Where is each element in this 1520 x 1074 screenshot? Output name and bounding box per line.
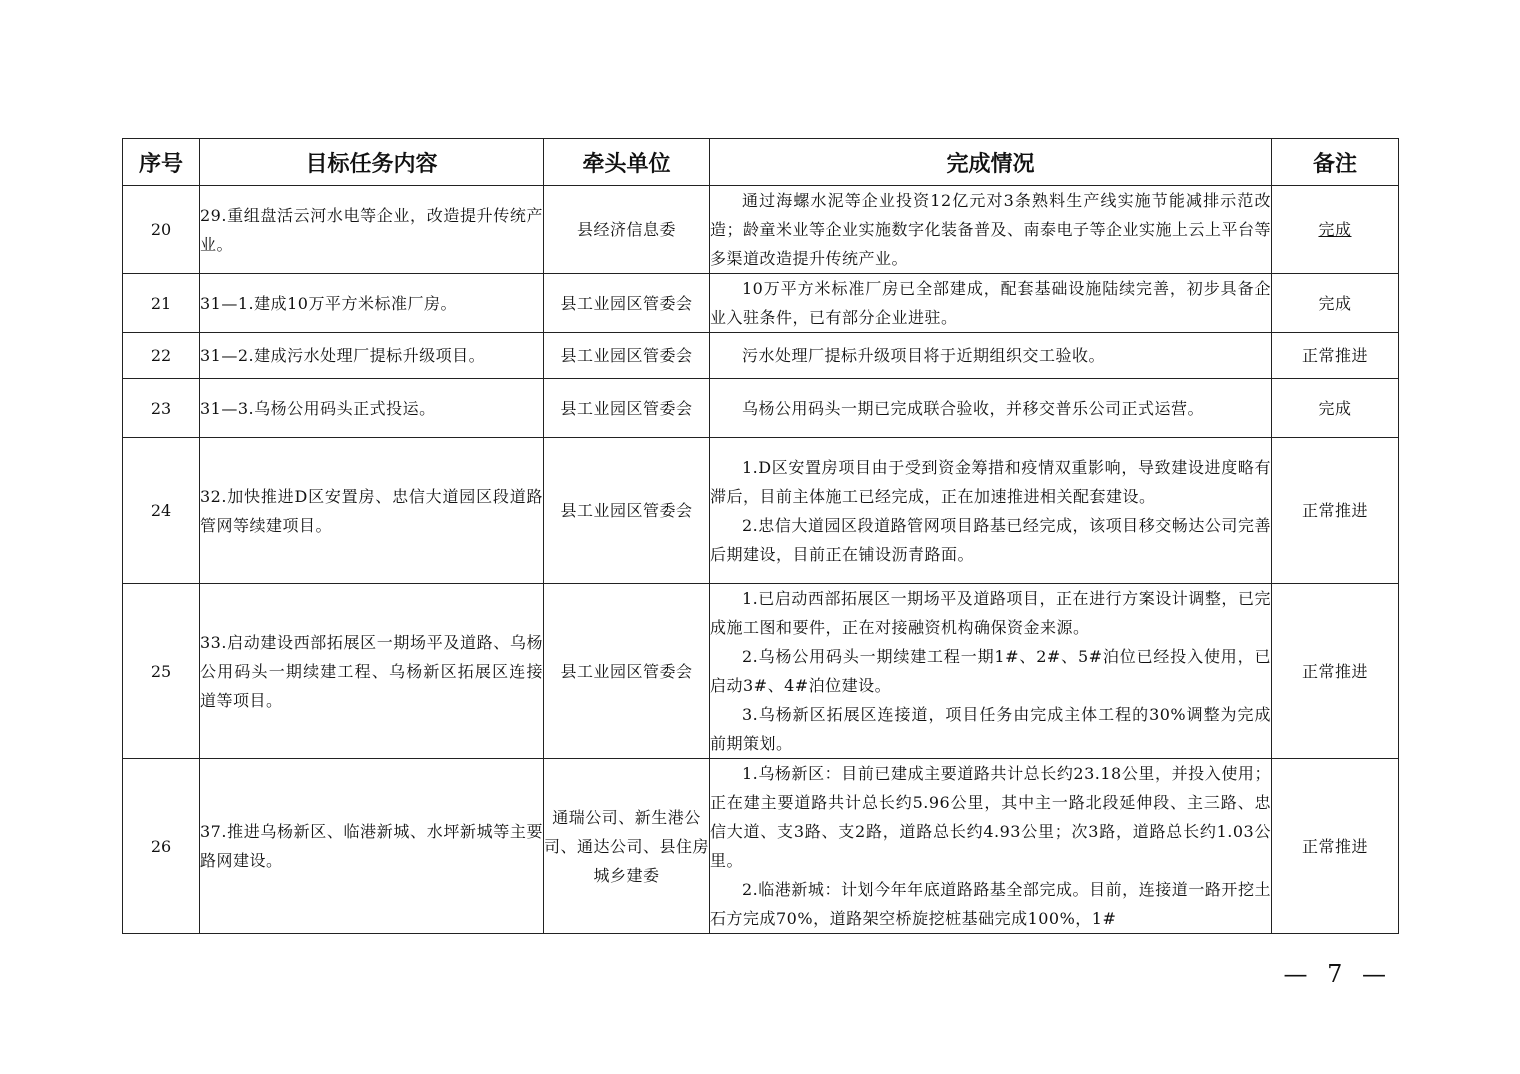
row-task: 31—2.建成污水处理厂提标升级项目。 [200,333,544,379]
status-paragraph: 1.D区安置房项目由于受到资金筹措和疫情双重影响，导致建设进度略有滞后，目前主体施工已经完成，正在加速推进相关配套建设。 [710,457,1271,506]
row-status [710,274,1272,333]
row-no: 20 [123,186,200,274]
status-paragraph: 乌杨公用码头一期已完成联合验收，并移交普乐公司正式运营。 [742,398,1205,418]
table-row [123,333,1399,379]
row-status [710,584,1272,759]
table-row [123,759,1399,934]
row-task: 31—1.建成10万平方米标准厂房。 [200,274,544,333]
row-no: 25 [123,584,200,759]
row-unit: 县工业园区管委会 [544,274,710,333]
header-note: 备注 [1272,139,1399,186]
status-paragraph: 2.乌杨公用码头一期续建工程一期1#、2#、5#泊位已经投入使用，已启动3#、4#泊位建设。 [710,647,1271,695]
status-paragraph: 10万平方米标准厂房已全部建成，配套基础设施陆续完善，初步具备企业入驻条件，已有部分企业进驻。 [710,279,1271,327]
row-no: 22 [123,333,200,379]
row-unit: 县工业园区管委会 [544,584,710,759]
row-note: 正常推进 [1272,584,1399,759]
row-note: 正常推进 [1272,333,1399,379]
row-note: 完成 [1272,379,1399,438]
row-unit: 县工业园区管委会 [544,333,710,379]
row-status [710,333,1272,379]
row-no: 26 [123,759,200,934]
row-task: 31—3.乌杨公用码头正式投运。 [200,379,544,438]
progress-table [122,138,1399,934]
table-row [123,379,1399,438]
status-paragraph: 2.忠信大道园区段道路管网项目路基已经完成，该项目移交畅达公司完善后期建设，目前正在铺设沥青路面。 [710,515,1271,564]
table-header-row [123,139,1399,186]
header-no: 序号 [123,139,200,186]
table-row [123,584,1399,759]
row-task: 29.重组盘活云河水电等企业，改造提升传统产业。 [200,186,544,274]
row-unit: 县工业园区管委会 [544,379,710,438]
status-paragraph: 2.临港新城：计划今年年底道路路基全部完成。目前，连接道一路开挖土石方完成70%，道路架空桥旋挖桩基础完成100%，1# [710,880,1271,928]
status-paragraph: 1.乌杨新区：目前已建成主要道路共计总长约23.18公里，并投入使用；正在建主要道路共计总长约5.96公里，其中主一路北段延伸段、主三路、忠信大道、支3路、支2路，道路总长约4.93公里；次3路，道路总长约1.03公里。 [710,764,1271,870]
row-no: 23 [123,379,200,438]
row-note: 正常推进 [1272,759,1399,934]
table-row [123,274,1399,333]
table-row [123,438,1399,584]
row-note: 完成 [1272,186,1399,274]
status-paragraph: 1.已启动西部拓展区一期场平及道路项目，正在进行方案设计调整，已完成施工图和要件，正在对接融资机构确保资金来源。 [710,589,1271,637]
row-task: 32.加快推进D区安置房、忠信大道园区段道路管网等续建项目。 [200,438,544,584]
row-unit: 通瑞公司、新生港公司、通达公司、县住房城乡建委 [544,759,710,934]
row-task: 37.推进乌杨新区、临港新城、水坪新城等主要路网建设。 [200,759,544,934]
header-unit: 牵头单位 [544,139,710,186]
row-task: 33.启动建设西部拓展区一期场平及道路、乌杨公用码头一期续建工程、乌杨新区拓展区连接道等项目。 [200,584,544,759]
row-note: 正常推进 [1272,438,1399,584]
table-row [123,186,1399,274]
row-status [710,759,1272,934]
header-task: 目标任务内容 [200,139,544,186]
row-status [710,379,1272,438]
status-paragraph: 通过海螺水泥等企业投资12亿元对3条熟料生产线实施节能减排示范改造；龄童米业等企业实施数字化装备普及、南泰电子等企业实施上云上平台等多渠道改造提升传统产业。 [710,191,1272,268]
row-unit: 县工业园区管委会 [544,438,710,584]
status-paragraph: 3.乌杨新区拓展区连接道，项目任务由完成主体工程的30%调整为完成前期策划。 [710,705,1271,753]
row-note: 完成 [1272,274,1399,333]
row-no: 24 [123,438,200,584]
row-no: 21 [123,274,200,333]
row-status [710,438,1272,584]
status-paragraph: 污水处理厂提标升级项目将于近期组织交工验收。 [742,346,1106,365]
row-unit: 县经济信息委 [544,186,710,274]
page-number: — 7 — [1283,960,1392,988]
row-status [710,186,1272,274]
header-status: 完成情况 [710,139,1272,186]
